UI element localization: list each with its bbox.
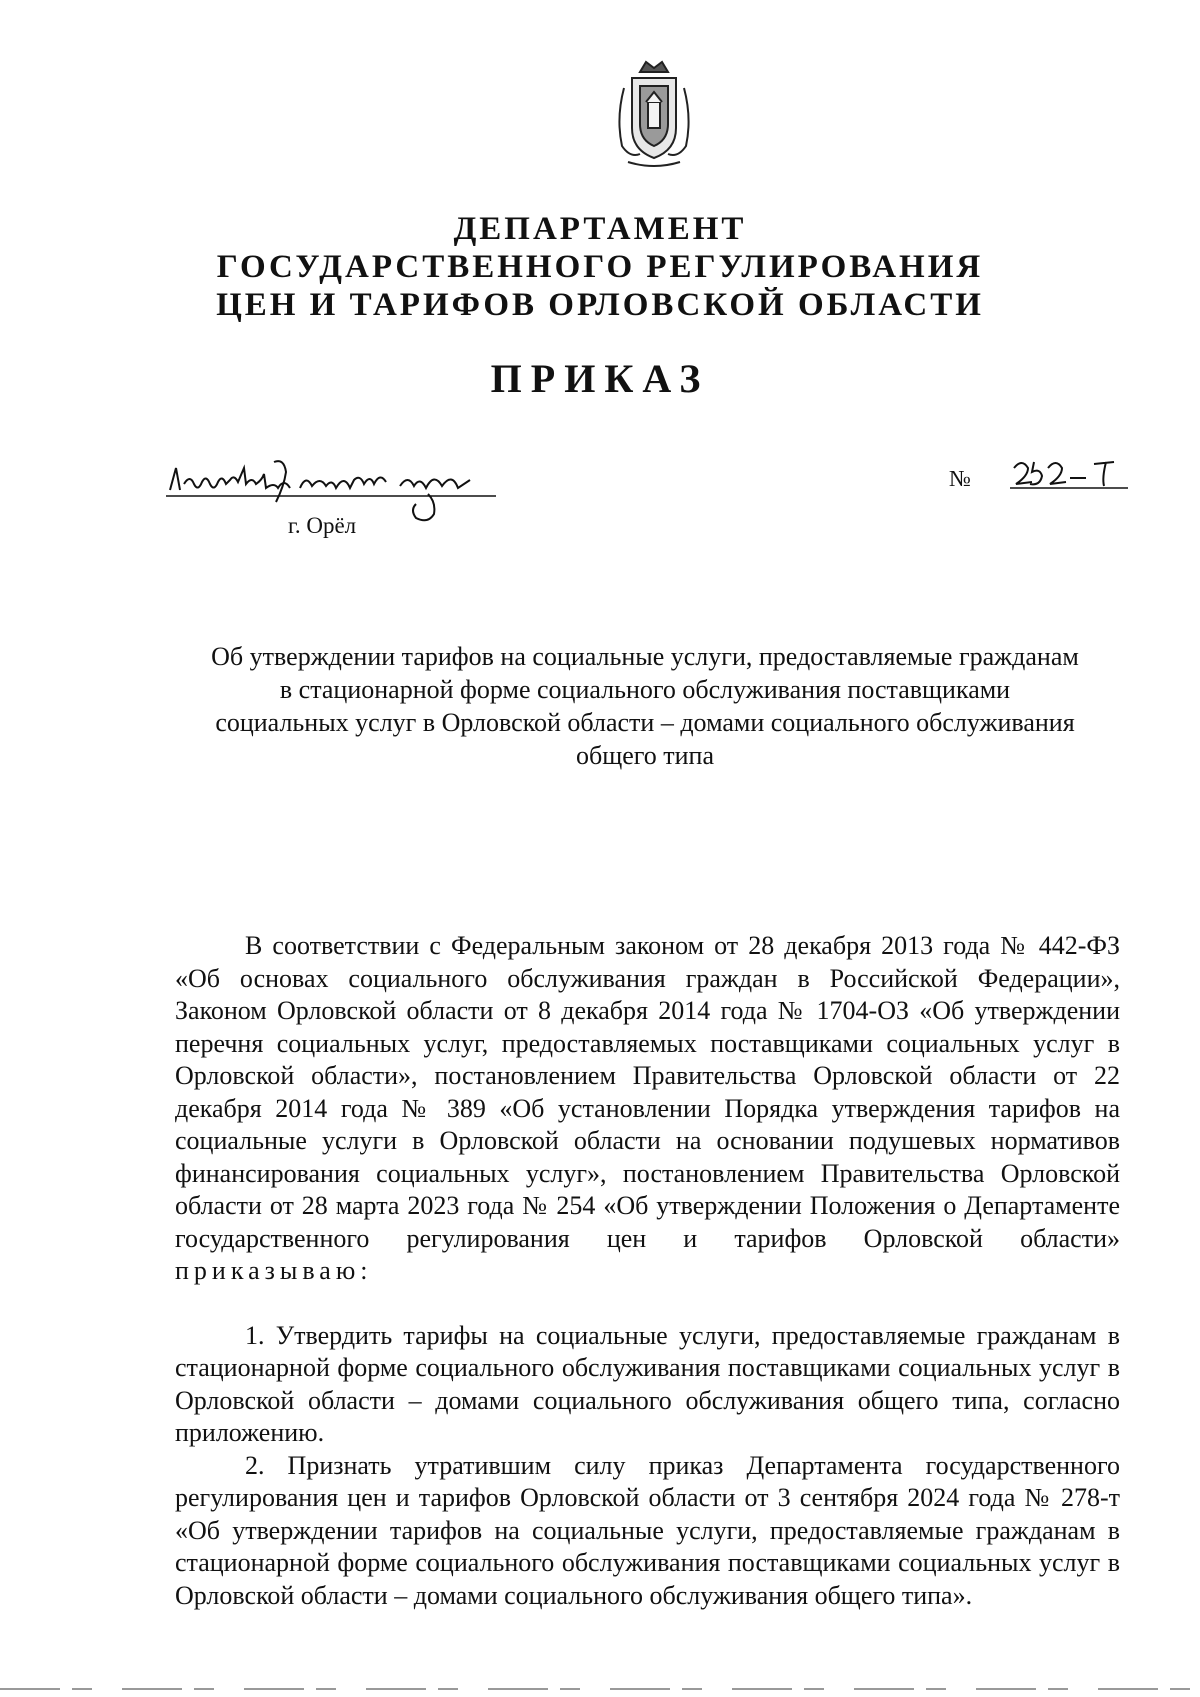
preamble-paragraph	[175, 930, 1120, 1288]
coat-of-arms-icon	[610, 58, 698, 170]
document-subject	[175, 640, 1115, 772]
subject-line-1: Об утверждении тарифов на социальные услуги, предоставляемые гражданам	[211, 642, 1079, 671]
number-sign: №	[949, 466, 971, 491]
department-header	[0, 210, 1200, 324]
item-2-paragraph: 2. Признать утратившим силу приказ Департамента государственного регулирования цен и тарифов Орловской области от 3 сентября 2024 года № 278-т «Об утверждении тарифов на социальные услуги, предоставляемые гражданам в стационарной форме социального обслуживания поставщиками социальных услуг в Орловской области – домами социального обслуживания общего типа».	[175, 1450, 1120, 1610]
document-body	[175, 930, 1120, 1612]
subject-line-3: социальных услуг в Орловской области – домами социального обслуживания	[215, 708, 1075, 737]
header-line-2: ГОСУДАРСТВЕННОГО РЕГУЛИРОВАНИЯ	[216, 249, 984, 285]
header-line-3: ЦЕН И ТАРИФОВ ОРЛОВСКОЙ ОБЛАСТИ	[216, 287, 984, 323]
subject-line-4: общего типа	[575, 741, 715, 770]
scan-edge-line	[0, 1688, 1200, 1690]
handwritten-number	[1010, 450, 1130, 500]
document-city: г. Орёл	[288, 513, 357, 538]
subject-line-2: в стационарной форме социального обслуживания поставщиками	[279, 675, 1011, 704]
order-word: приказываю:	[175, 1256, 373, 1285]
preamble-text: В соответствии с Федеральным законом от 28 декабря 2013 года № 442-ФЗ «Об основах социального обслуживания граждан в Российской Федерации», Законом Орловской области от 8 декабря 2014 года № 1704-ОЗ «Об утверждении перечня социальных услуг, предоставляемых поставщиками социальных услуг в Орловской области», постановлением Правительства Орловской области от 22 декабря 2014 года № 389 «Об установлении Порядка утверждения тарифов на социальные услуги в Орловской области на основании подушевых нормативов финансирования социальных услуг», постановлением Правительства Орловской области от 28 марта 2023 года № 254 «Об утверждении Положения о Департаменте государственного регулирования цен и тарифов Орловской области»	[175, 931, 1120, 1253]
document-title: ПРИКАЗ	[490, 356, 710, 401]
header-line-1: ДЕПАРТАМЕНТ	[453, 211, 747, 247]
item-1-paragraph: 1. Утвердить тарифы на социальные услуги, предоставляемые гражданам в стационарной форме социального обслуживания поставщиками социальных услуг в Орловской области – домами социального обслуживания общего типа, согласно приложению.	[175, 1320, 1120, 1447]
